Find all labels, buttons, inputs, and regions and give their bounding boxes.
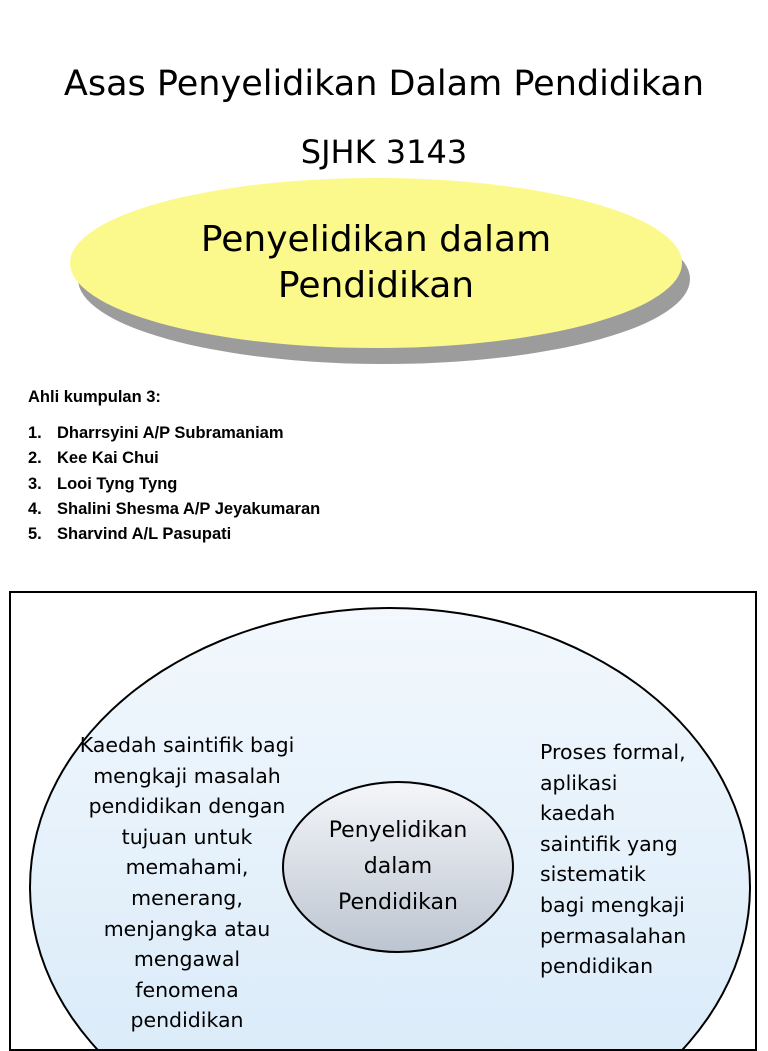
topic-oval-line-1: Penyelidikan dalam <box>200 219 552 260</box>
list-number: 1. <box>28 424 42 442</box>
list-item <box>28 421 428 446</box>
list-item <box>28 446 428 471</box>
left-definition-line: Kaedah saintifik bagi <box>79 733 295 757</box>
members-heading: Ahli kumpulan 3: <box>28 388 161 406</box>
left-definition <box>73 730 301 1036</box>
left-definition-line: pendidikan dengan <box>88 794 286 819</box>
left-definition-line: mengawal <box>133 947 241 972</box>
center-ellipse <box>282 781 514 953</box>
right-definition-line: bagi mengkaji <box>540 892 685 917</box>
list-number: 3. <box>28 474 42 493</box>
left-definition-line: pendidikan <box>130 1008 244 1033</box>
right-definition-line: saintifik yang <box>540 831 678 856</box>
list-item <box>28 522 428 547</box>
left-definition-line: menjangka atau <box>103 916 271 941</box>
right-definition-line: sistematik <box>540 862 646 887</box>
list-item <box>28 497 428 522</box>
left-definition-line: menerang, <box>131 885 243 910</box>
member-name: Kee Kai Chui <box>57 449 159 468</box>
list-item <box>28 472 428 497</box>
topic-oval-text <box>146 217 606 309</box>
list-number: 2. <box>28 449 42 468</box>
topic-oval <box>70 178 690 364</box>
left-definition-line: fenomena <box>135 977 239 1002</box>
definition-diagram-frame <box>9 591 757 1051</box>
left-definition-line: tujuan untuk <box>121 824 253 849</box>
course-code: SJHK 3143 <box>300 133 468 171</box>
member-name: Shalini Shesma A/P Jeyakumaran <box>57 499 321 518</box>
member-name: Looi Tyng Tyng <box>57 474 178 493</box>
member-name: Dharrsyini A/P Subramaniam <box>57 424 284 442</box>
members-list <box>28 421 428 547</box>
right-definition-line: kaedah <box>540 801 616 826</box>
member-name: Sharvind A/L Pasupati <box>57 525 232 544</box>
left-definition-line: memahami, <box>125 855 249 880</box>
right-definition-line: Proses formal, <box>540 740 686 764</box>
right-definition-line: pendidikan <box>540 954 654 979</box>
center-line-2: dalam <box>363 854 433 879</box>
topic-oval-shape <box>70 178 682 348</box>
center-ellipse-text <box>329 813 468 921</box>
left-definition-line: mengkaji masalah <box>93 763 281 788</box>
right-definition-line: aplikasi <box>540 770 618 795</box>
list-number: 4. <box>28 499 42 518</box>
group-members <box>28 386 428 547</box>
list-number: 5. <box>28 525 42 544</box>
topic-oval-line-2: Pendidikan <box>277 265 475 306</box>
slide-title: Asas Penyelidikan Dalam Pendidikan <box>63 64 705 104</box>
right-definition <box>540 737 715 982</box>
right-definition-line: permasalahan <box>540 923 687 948</box>
center-line-3: Pendidikan <box>338 890 458 915</box>
center-line-1: Penyelidikan <box>328 818 468 843</box>
